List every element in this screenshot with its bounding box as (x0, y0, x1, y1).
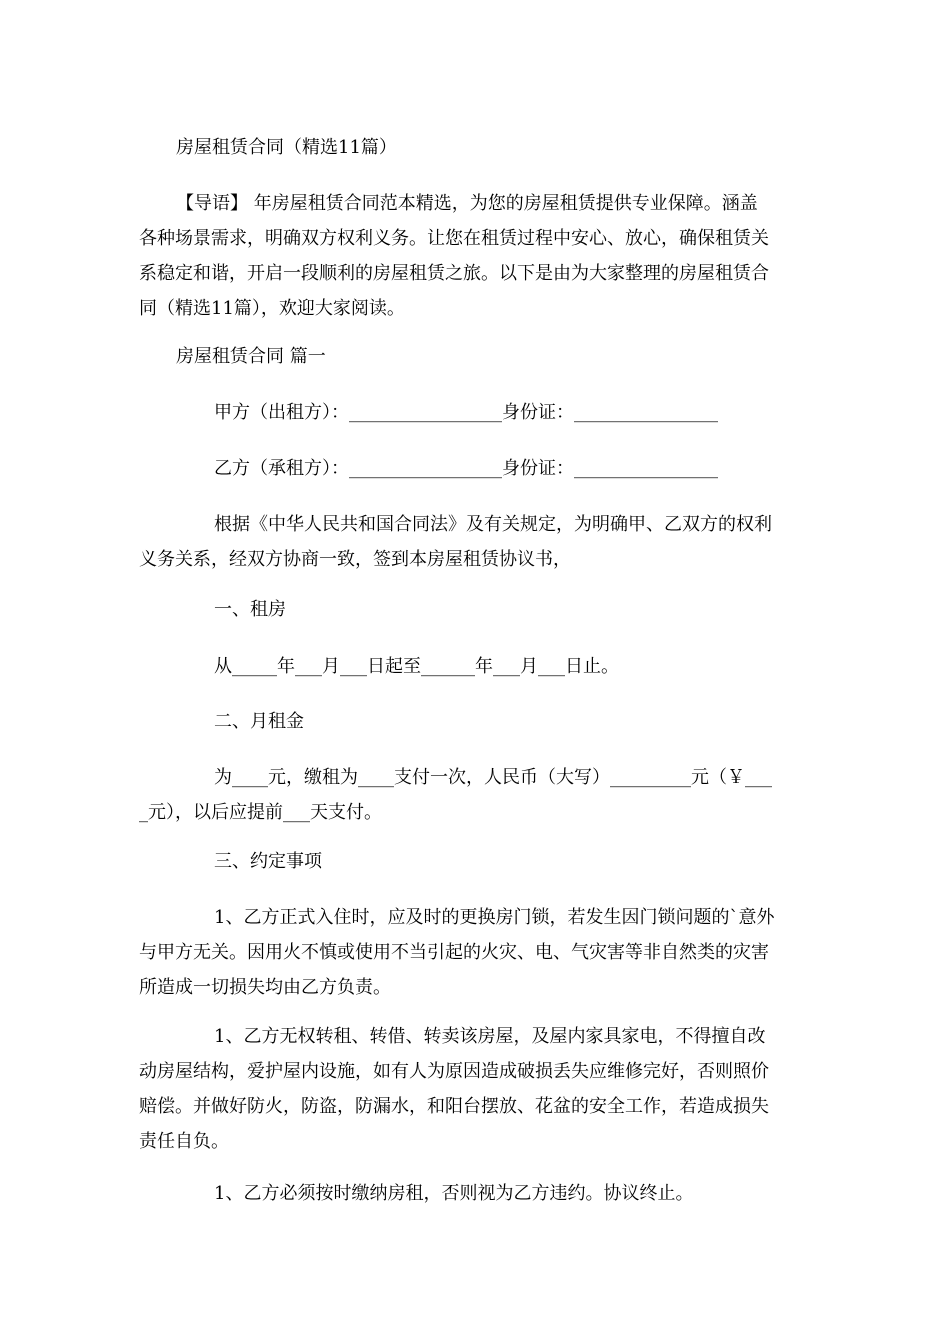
party-b-line: 乙方（承租方）：_________________身份证：________________ (214, 458, 718, 479)
item-2-line: 动房屋结构，爱护屋内设施，如有人为原因造成破损丢失应维修完好，否则照价 (139, 1061, 769, 1082)
document-title: 房屋租赁合同（精选11篇） (176, 137, 397, 158)
clause-1-text: 从_____年___月___日起至______年___月___日止。 (214, 656, 619, 677)
item-1-line: 与甲方无关。因用火不慎或使用不当引起的火灾、电、气灾害等非自然类的灾害 (139, 942, 769, 963)
item-3-line: 1、乙方必须按时缴纳房租，否则视为乙方违约。协议终止。 (214, 1183, 694, 1204)
section-heading: 房屋租赁合同 篇一 (176, 346, 326, 367)
intro-line: 【导语】 年房屋租赁合同范本精选，为您的房屋租赁提供专业保障。涵盖 (176, 193, 758, 214)
item-2-line: 责任自负。 (139, 1131, 229, 1152)
clause-3-title: 三、约定事项 (214, 851, 322, 872)
item-1-line: 1、乙方正式入住时，应及时的更换房门锁，若发生因门锁问题的`意外 (214, 907, 775, 928)
item-1-line: 所造成一切损失均由乙方负责。 (139, 977, 391, 998)
intro-line: 同（精选11篇），欢迎大家阅读。 (139, 298, 405, 319)
preamble-line: 根据《中华人民共和国合同法》及有关规定，为明确甲、乙双方的权利 (214, 514, 772, 535)
intro-line: 系稳定和谐，开启一段顺利的房屋租赁之旅。以下是由为大家整理的房屋租赁合 (139, 263, 769, 284)
preamble-line: 义务关系，经双方协商一致，签到本房屋租赁协议书， (139, 549, 571, 570)
clause-2-line: 为____元，缴租为____支付一次，人民币（大写）_________元（￥___ (214, 767, 772, 788)
intro-line: 各种场景需求，明确双方权利义务。让您在租赁过程中安心、放心，确保租赁关 (139, 228, 769, 249)
item-2-line: 1、乙方无权转租、转借、转卖该房屋，及屋内家具家电，不得擅自改 (214, 1026, 766, 1047)
clause-2-line: _元），以后应提前___天支付。 (139, 802, 382, 823)
clause-1-title: 一、租房 (214, 599, 286, 620)
clause-2-title: 二、月租金 (214, 711, 304, 732)
item-2-line: 赔偿。并做好防火，防盗，防漏水，和阳台摆放、花盆的安全工作，若造成损失 (139, 1096, 769, 1117)
party-a-line: 甲方（出租方）：_________________身份证：________________ (214, 402, 718, 423)
